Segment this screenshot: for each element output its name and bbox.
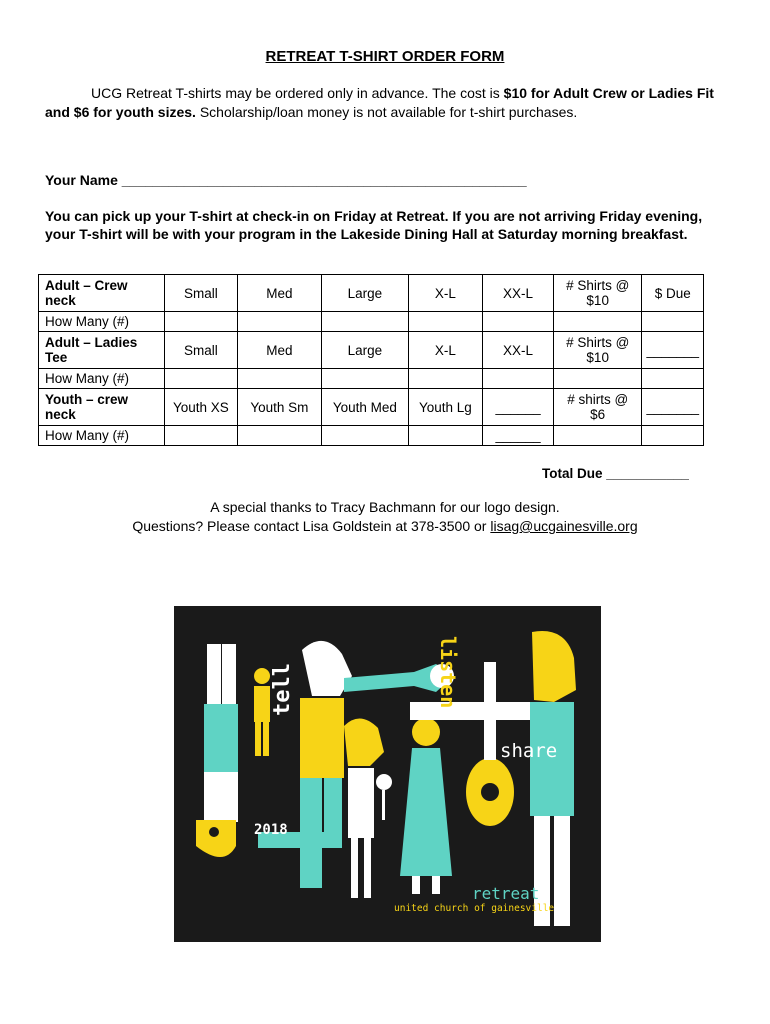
qty-cell[interactable] [237, 426, 321, 446]
contact-line [0, 517, 770, 536]
qty-cell[interactable] [165, 312, 238, 332]
size-cell: Small [165, 332, 238, 369]
size-cell: XX-L [483, 275, 554, 312]
qty-cell[interactable] [408, 426, 483, 446]
table-row [39, 426, 704, 446]
logo-shape [412, 718, 440, 746]
intro-paragraph [45, 84, 735, 122]
logo-shape [348, 768, 374, 838]
logo-shape [481, 783, 499, 801]
logo-shape [204, 704, 238, 772]
qty-cell[interactable] [642, 426, 704, 446]
thanks-block [0, 498, 770, 536]
how-many-label: How Many (#) [39, 426, 165, 446]
size-cell: Youth XS [165, 389, 238, 426]
qty-cell[interactable] [237, 369, 321, 389]
logo-shape [263, 722, 269, 756]
order-table [38, 274, 704, 446]
qty-cell[interactable] [483, 312, 554, 332]
size-cell: Youth Sm [237, 389, 321, 426]
row-label: Youth – crew neck [39, 389, 165, 426]
email-link[interactable]: lisag@ucgainesville.org [490, 518, 638, 534]
logo-shape [532, 631, 576, 702]
size-cell: X-L [408, 275, 483, 312]
your-name-field[interactable]: Your Name ____________________________________________________ [45, 172, 527, 188]
logo-shape [300, 698, 344, 778]
logo-word-listen: listen [436, 636, 460, 709]
due-header: $ Due [642, 275, 704, 312]
qty-cell[interactable] [322, 312, 408, 332]
logo-shape [412, 876, 420, 894]
due-blank[interactable]: _______ [642, 332, 704, 369]
size-cell: Small [165, 275, 238, 312]
logo-shape [254, 668, 270, 684]
row-label: Adult – Crew neck [39, 275, 165, 312]
size-cell: Med [237, 275, 321, 312]
how-many-label: How Many (#) [39, 312, 165, 332]
logo-shape [400, 748, 452, 876]
logo-shape [410, 702, 530, 720]
size-cell: Youth Lg [408, 389, 483, 426]
size-cell: Youth Med [322, 389, 408, 426]
how-many-label: How Many (#) [39, 369, 165, 389]
qty-cell[interactable] [642, 369, 704, 389]
thanks-line: A special thanks to Tracy Bachmann for our logo design. [210, 499, 560, 515]
qty-cell[interactable] [642, 312, 704, 332]
price-cell: # Shirts @ $10 [553, 275, 641, 312]
logo-word-tell: tell [270, 663, 295, 716]
table-row [39, 312, 704, 332]
logo-shape [324, 778, 342, 832]
logo-shape [554, 816, 570, 926]
total-due-field[interactable]: Total Due ___________ [542, 466, 689, 481]
qty-cell[interactable] [237, 312, 321, 332]
logo-shape [432, 876, 440, 894]
logo-shape [196, 820, 236, 857]
logo-shape [351, 838, 358, 898]
contact-text: Questions? Please contact Lisa Goldstein at 378-3500 or [132, 518, 491, 534]
qty-cell[interactable] [165, 426, 238, 446]
logo-shape [376, 774, 392, 790]
logo-shape [364, 838, 371, 898]
table-row [39, 332, 704, 369]
size-cell: XX-L [483, 332, 554, 369]
logo-shape [207, 644, 221, 704]
form-title: RETREAT T-SHIRT ORDER FORM [265, 48, 505, 65]
retreat-logo [174, 606, 601, 942]
qty-cell[interactable] [553, 369, 641, 389]
logo-shape [344, 718, 384, 766]
price-cell: # Shirts @ $10 [553, 332, 641, 369]
intro-text-1: UCG Retreat T-shirts may be ordered only in advance. The cost is [91, 85, 504, 101]
size-cell: Med [237, 332, 321, 369]
size-cell: Large [322, 332, 408, 369]
intro-price-text: $10 for Adult Crew or Ladies Fit and $6 for youth sizes. [45, 85, 714, 120]
due-blank[interactable]: _______ [642, 389, 704, 426]
qty-cell[interactable] [322, 369, 408, 389]
pickup-paragraph: You can pick up your T-shirt at check-in on Friday at Retreat. If you are not arriving Friday evening, your T-shirt will be with your program in the Lakeside Dining Hall at Saturday morning breakfast. [45, 208, 703, 242]
row-label: Adult – Ladies Tee [39, 332, 165, 369]
logo-shape [209, 827, 219, 837]
price-cell: # shirts @ $6 [553, 389, 641, 426]
logo-shape [254, 686, 270, 722]
intro-text-2: Scholarship/loan money is not available for t-shirt purchases. [195, 104, 578, 120]
logo-word-share: share [500, 740, 558, 762]
size-cell: Large [322, 275, 408, 312]
qty-cell[interactable] [553, 426, 641, 446]
size-cell: X-L [408, 332, 483, 369]
logo-shape [222, 644, 236, 704]
logo-church-name: united church of gainesville [394, 903, 555, 914]
table-row [39, 369, 704, 389]
size-blank[interactable]: ______ [483, 389, 554, 426]
logo-shape [382, 790, 385, 820]
logo-word-retreat: retreat [472, 884, 540, 903]
table-row [39, 389, 704, 426]
logo-shape [204, 772, 238, 822]
qty-cell[interactable] [483, 369, 554, 389]
qty-cell[interactable] [408, 369, 483, 389]
logo-shape [255, 722, 261, 756]
qty-cell[interactable] [165, 369, 238, 389]
qty-cell[interactable] [553, 312, 641, 332]
table-row [39, 275, 704, 312]
logo-year: 2018 [254, 822, 288, 838]
qty-cell[interactable] [408, 312, 483, 332]
qty-blank[interactable]: ______ [483, 426, 554, 446]
qty-cell[interactable] [322, 426, 408, 446]
